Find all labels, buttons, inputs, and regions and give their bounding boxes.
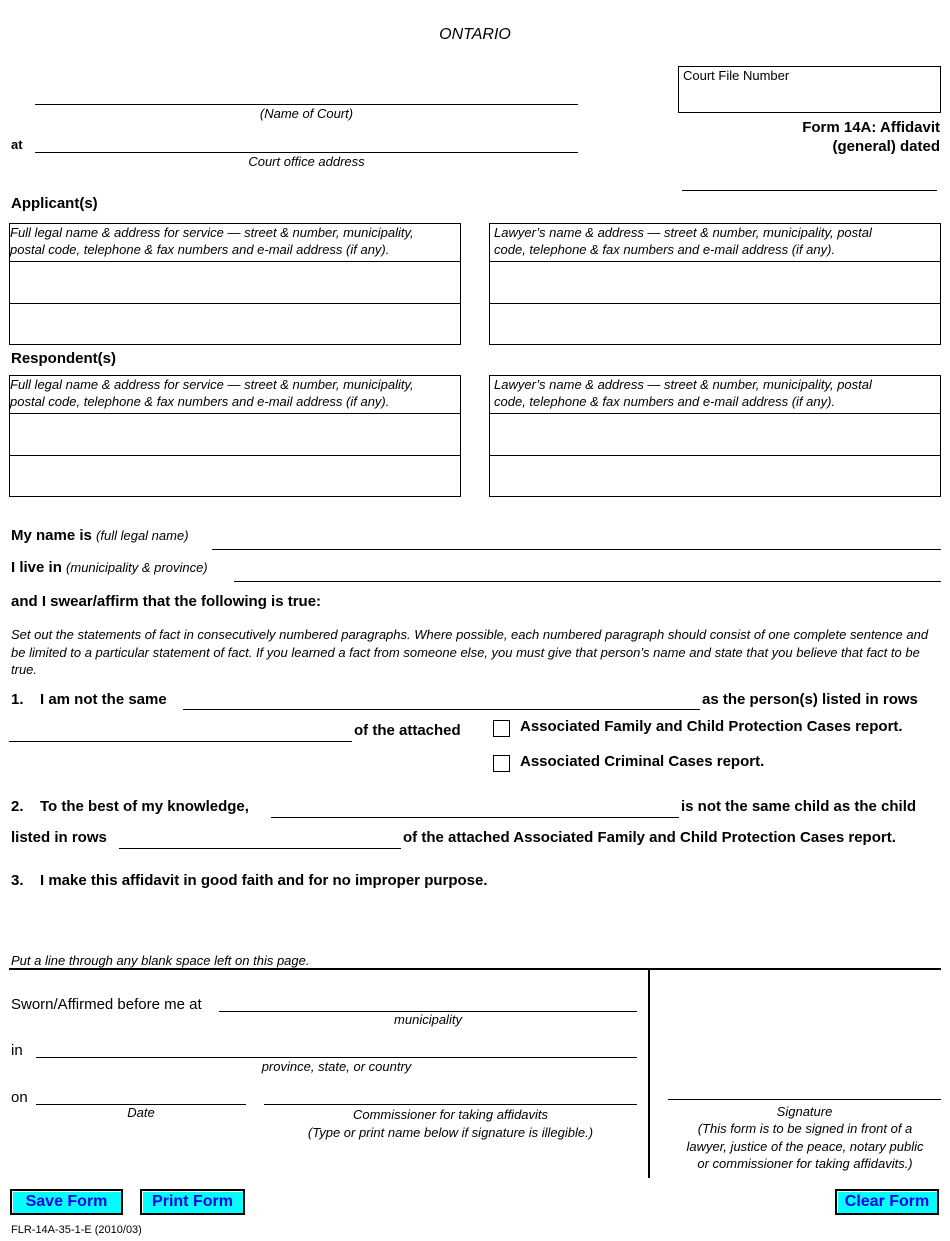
respondent-party-field-1[interactable] bbox=[10, 413, 460, 455]
respondent-lawyer-box bbox=[489, 375, 941, 497]
instructions-text: Set out the statements of fact in consecutively numbered paragraphs. Where possible, each numbered paragraph should consist of one complete sentence and be limited to a particular statement of fact. If you learned a fact from someone else, you must give that person’s name and state that you believe that fact to be true. bbox=[11, 627, 929, 677]
applicant-party-field-1[interactable] bbox=[10, 261, 460, 303]
applicant-lawyer-field-2[interactable] bbox=[490, 303, 940, 344]
full-legal-name-field[interactable] bbox=[212, 549, 941, 550]
form-code: FLR-14A-35-1-E (2010/03) bbox=[11, 1224, 142, 1236]
applicant-lawyer-box bbox=[489, 223, 941, 345]
province-title: ONTARIO bbox=[439, 26, 511, 43]
swear-line: and I swear/affirm that the following is true: bbox=[11, 593, 322, 610]
applicant-lawyer-field-1[interactable] bbox=[490, 261, 940, 303]
municipality-caption: municipality bbox=[394, 1012, 462, 1027]
at-label: at bbox=[11, 137, 23, 152]
respondent-lawyer-header-2: code, telephone & fax numbers and e-mail address (if any). bbox=[494, 394, 836, 409]
signature-note-2: lawyer, justice of the peace, notary public bbox=[686, 1139, 924, 1154]
signature-note-3: or commissioner for taking affidavits.) bbox=[697, 1156, 913, 1171]
sworn-label: Sworn/Affirmed before me at bbox=[11, 996, 202, 1013]
court-office-caption: Court office address bbox=[248, 154, 365, 169]
province-caption: province, state, or country bbox=[261, 1059, 412, 1074]
date-caption: Date bbox=[127, 1105, 155, 1120]
p1-number: 1. bbox=[11, 691, 24, 708]
applicant-party-header-1: Full legal name & address for service — street & number, municipality, bbox=[10, 225, 414, 240]
p1-tail: as the person(s) listed in rows bbox=[702, 691, 918, 708]
blank-space-note: Put a line through any blank space left on this page. bbox=[11, 953, 310, 968]
name-of-court-caption: (Name of Court) bbox=[259, 106, 354, 121]
p1-attached: of the attached bbox=[354, 722, 461, 739]
live-hint: (municipality & province) bbox=[66, 560, 208, 575]
name-row bbox=[11, 527, 189, 544]
family-cases-checkbox[interactable] bbox=[493, 720, 510, 737]
court-file-number-label: Court File Number bbox=[683, 68, 790, 83]
p2-rows-label: listed in rows bbox=[11, 829, 107, 846]
respondent-lawyer-field-2[interactable] bbox=[490, 455, 940, 496]
commissioner-note: (Type or print name below if signature is illegible.) bbox=[307, 1125, 594, 1140]
province-field[interactable] bbox=[36, 1057, 637, 1058]
on-label: on bbox=[11, 1089, 28, 1106]
name-of-court-field[interactable] bbox=[35, 104, 578, 105]
respondent-party-box bbox=[9, 375, 461, 497]
signature-field[interactable] bbox=[668, 1099, 941, 1100]
in-label: in bbox=[11, 1042, 23, 1059]
applicant-party-field-2[interactable] bbox=[10, 303, 460, 344]
name-hint: (full legal name) bbox=[96, 528, 189, 543]
p3-text: I make this affidavit in good faith and for no improper purpose. bbox=[40, 872, 488, 889]
save-form-button[interactable]: Save Form bbox=[10, 1189, 123, 1215]
respondent-lawyer-field-1[interactable] bbox=[490, 413, 940, 455]
applicant-lawyer-header-2: code, telephone & fax numbers and e-mail address (if any). bbox=[494, 242, 836, 257]
clear-form-button[interactable]: Clear Form bbox=[835, 1189, 939, 1215]
respondent-party-header-1: Full legal name & address for service — street & number, municipality, bbox=[10, 377, 414, 392]
affidavit-date-field[interactable] bbox=[682, 190, 937, 191]
applicant-lawyer-header-1: Lawyer’s name & address — street & number, municipality, postal bbox=[494, 225, 872, 240]
respondent-party-header-2: postal code, telephone & fax numbers and e-mail address (if any). bbox=[10, 394, 390, 409]
municipality-province-field[interactable] bbox=[234, 581, 941, 582]
applicant-party-header-2: postal code, telephone & fax numbers and e-mail address (if any). bbox=[10, 242, 390, 257]
signature-caption: Signature bbox=[776, 1104, 833, 1119]
applicant-party-box bbox=[9, 223, 461, 345]
jurat-top-rule bbox=[9, 968, 941, 970]
applicants-heading: Applicant(s) bbox=[11, 195, 98, 212]
form-title-line2: (general) dated bbox=[832, 138, 940, 155]
print-form-button[interactable]: Print Form bbox=[140, 1189, 245, 1215]
court-office-address-field[interactable] bbox=[35, 152, 578, 153]
p2-rows-field[interactable] bbox=[119, 848, 401, 849]
p2-end: of the attached Associated Family and Child Protection Cases report. bbox=[403, 829, 896, 846]
signature-note-1: (This form is to be signed in front of a bbox=[697, 1121, 913, 1136]
p2-number: 2. bbox=[11, 798, 24, 815]
commissioner-field[interactable] bbox=[264, 1104, 637, 1105]
criminal-cases-checkbox[interactable] bbox=[493, 755, 510, 772]
live-label: I live in bbox=[11, 559, 62, 576]
p2-child-field[interactable] bbox=[271, 817, 679, 818]
respondent-party-field-2[interactable] bbox=[10, 455, 460, 496]
p1-rows-field[interactable] bbox=[9, 741, 352, 742]
respondents-heading: Respondent(s) bbox=[11, 350, 116, 367]
p1-option-a: Associated Family and Child Protection Cases report. bbox=[520, 718, 903, 735]
p1-person-field[interactable] bbox=[183, 709, 700, 710]
name-label: My name is bbox=[11, 527, 92, 544]
jurat-divider bbox=[648, 969, 650, 1178]
p1-option-b: Associated Criminal Cases report. bbox=[520, 753, 765, 770]
p1-text: I am not the same bbox=[40, 691, 167, 708]
p2-text: To the best of my knowledge, bbox=[40, 798, 249, 815]
form-title-line1: Form 14A: Affidavit bbox=[802, 119, 940, 136]
live-row bbox=[11, 559, 208, 576]
respondent-lawyer-header-1: Lawyer’s name & address — street & number, municipality, postal bbox=[494, 377, 872, 392]
p3-number: 3. bbox=[11, 872, 24, 889]
p2-tail: is not the same child as the child bbox=[681, 798, 917, 815]
commissioner-caption: Commissioner for taking affidavits bbox=[352, 1107, 549, 1122]
